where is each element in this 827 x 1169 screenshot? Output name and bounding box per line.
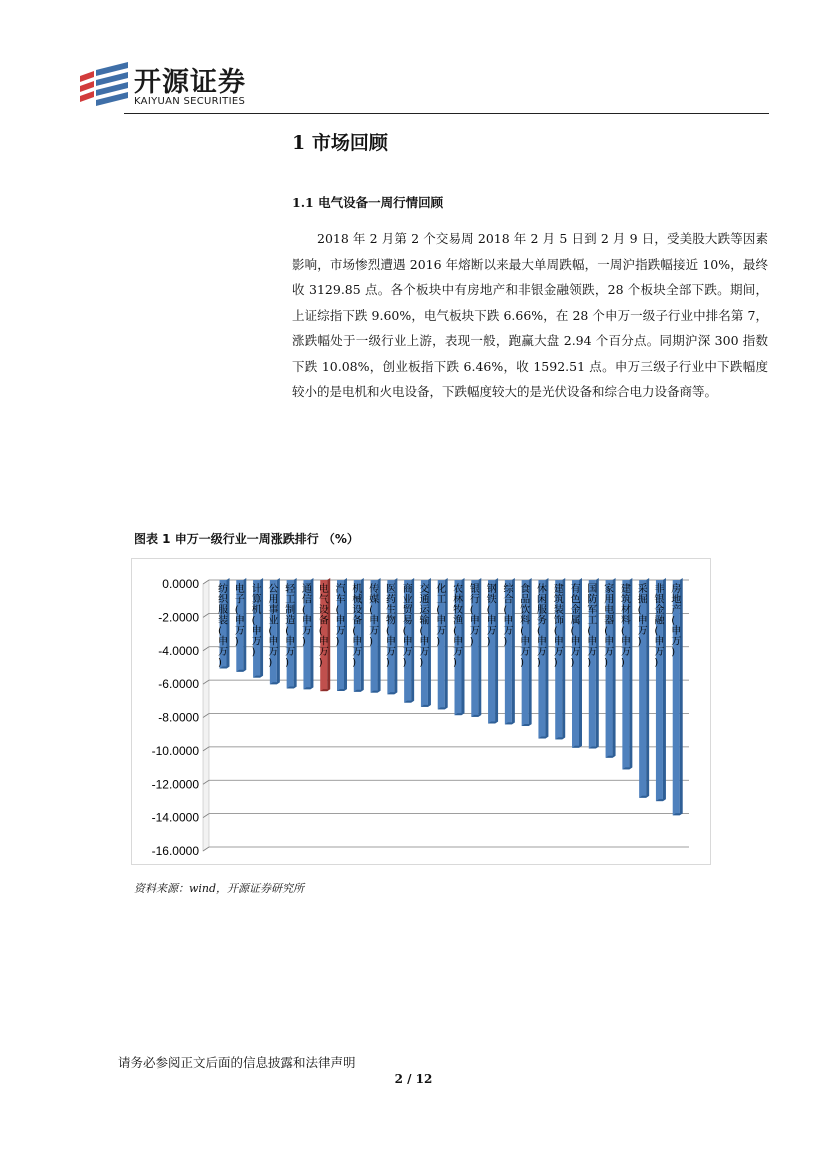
logo-mark-icon	[78, 62, 130, 110]
chart-svg	[131, 558, 711, 865]
x-category-label: 钢铁(申万)	[486, 584, 497, 648]
x-category-label: 汽车(申万)	[335, 584, 346, 648]
logo-english-name: KAIYUAN SECURITIES	[134, 96, 246, 107]
industry-weekly-change-chart	[131, 558, 711, 865]
x-category-label: 计算机(申万)	[251, 584, 262, 658]
market-review-paragraph: 2018 年 2 月第 2 个交易周 2018 年 2 月 5 日到 2 月 9 日，受美股大跌等因素影响，市场惨烈遭遇 2016 年熔断以来最大单周跌幅，一周沪指跌幅接近 10%，最终收 3129.85 点。各个板块中有房地产和非银金融领跌，28 个板块全部下跌。期间，上证综指下跌 9.60%，电气板块下跌 6.66%，在 28 个申万一级子行业中排名第 7，涨跌幅处于一级行业上游，表现一般，跑赢大盘 2.94 个百分点。同期沪深 300 指数下跌 10.08%，创业板指下跌 6.46%，收 1592.51 点。申万三级子行业中下跌幅度较小的是电机和火电设备，下跌幅度较大的是光伏设备和综合电力设备商等。	[292, 231, 768, 399]
x-category-label: 采掘(申万)	[637, 584, 648, 648]
x-category-label: 综合(申万)	[503, 584, 514, 648]
y-tick-label: -6.0000	[158, 677, 199, 692]
figure-source: 资料来源：wind，开源证券研究所	[134, 882, 305, 895]
y-tick-label: -16.0000	[151, 844, 199, 858]
x-category-label: 农林牧渔(申万)	[453, 584, 463, 669]
header-divider	[124, 113, 769, 114]
x-category-label: 建筑材料(申万)	[620, 584, 631, 669]
x-category-label: 化工(申万)	[436, 584, 447, 648]
x-category-label: 电子(申万)	[234, 584, 245, 648]
x-category-label: 有色金属(申万)	[570, 584, 581, 669]
page-number: 2 / 12	[394, 1072, 433, 1086]
company-logo	[78, 58, 278, 114]
x-category-label: 休闲服务(申万)	[536, 584, 547, 669]
x-category-label: 传媒(申万)	[369, 584, 380, 648]
subsection-title: 1.1 电气设备一周行情回顾	[292, 195, 444, 210]
x-category-label: 电气设备(申万)	[318, 584, 329, 669]
x-category-label: 商业贸易(申万)	[402, 584, 413, 669]
x-category-label: 建筑装饰(申万)	[553, 584, 564, 669]
x-category-label: 非银金融(申万)	[654, 584, 665, 669]
y-tick-label: 0.0000	[162, 577, 199, 591]
x-category-label: 银行(申万)	[469, 584, 480, 648]
y-tick-label: -2.0000	[158, 610, 199, 625]
figure-title: 图表 1 申万一级行业一周涨跌排行 （%）	[134, 532, 359, 546]
logo-chinese-name: 开源证券	[134, 67, 246, 98]
x-category-label: 医药生物(申万)	[385, 584, 396, 669]
y-tick-label: -14.0000	[151, 810, 199, 825]
x-category-label: 国防军工(申万)	[587, 584, 598, 669]
y-tick-label: -10.0000	[151, 743, 199, 758]
x-category-label: 房地产(申万)	[671, 584, 682, 658]
section-title: 1 市场回顾	[292, 132, 388, 154]
legal-disclaimer: 请务必参阅正文后面的信息披露和法律声明	[118, 1055, 356, 1070]
x-category-label: 机械设备(申万)	[352, 584, 363, 669]
x-category-label: 交通运输(申万)	[419, 584, 430, 669]
x-category-label: 公用事业(申万)	[268, 584, 279, 669]
x-category-label: 通信(申万)	[301, 584, 312, 648]
y-tick-label: -4.0000	[158, 643, 199, 658]
x-category-label: 家用电器(申万)	[604, 584, 615, 669]
bar-side	[646, 578, 649, 798]
x-category-label: 纺织服装(申万)	[218, 584, 228, 669]
y-tick-label: -12.0000	[151, 777, 199, 792]
x-category-label: 轻工制造(申万)	[285, 584, 296, 669]
x-category-label: 食品饮料(申万)	[520, 584, 531, 669]
y-tick-label: -8.0000	[158, 710, 199, 725]
